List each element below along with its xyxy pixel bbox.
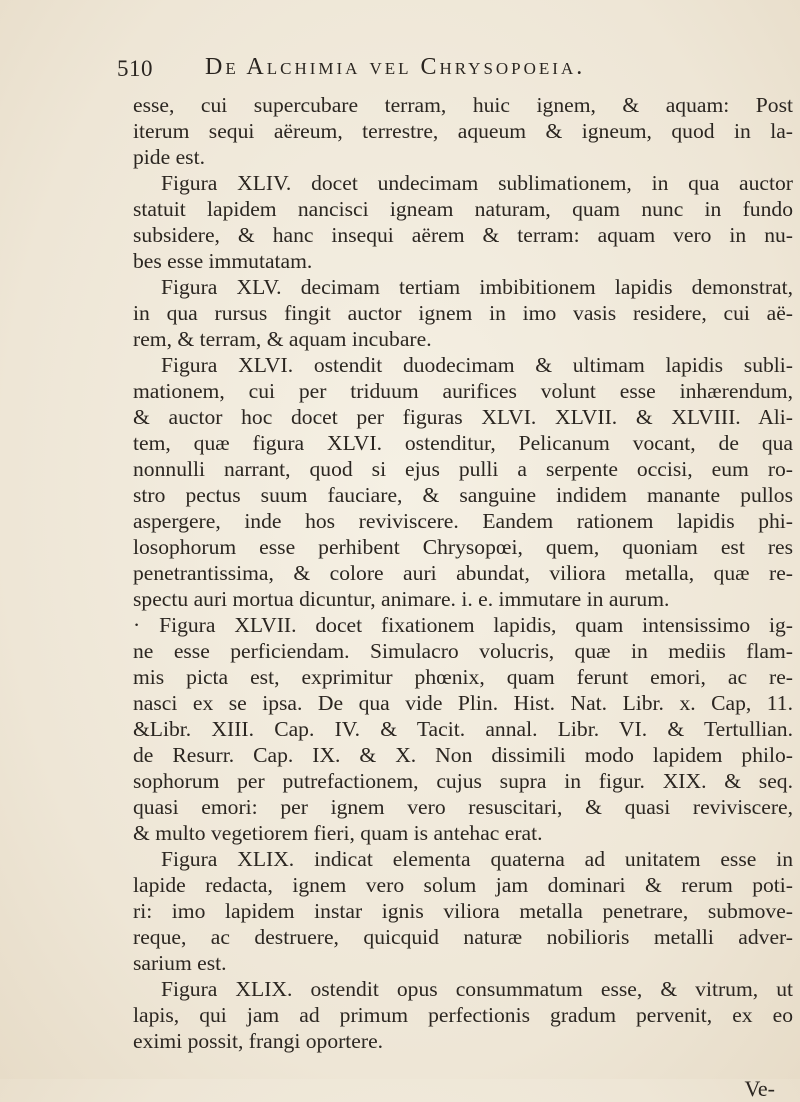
running-title: De Alchimia vel Chrysopoeia.	[205, 54, 586, 80]
text-line: aspergere, inde hos reviviscere. Eandem rationem lapidis phi-	[133, 509, 793, 533]
text-line: sarium est.	[133, 951, 227, 975]
text-line: penetrantissima, & colore auri abundat, viliora metalla, quæ re-	[133, 561, 793, 585]
text-line: Figura XLIV. docet undecimam sublimationem, in qua auctor	[161, 171, 793, 195]
text-line: & auctor hoc docet per figuras XLVI. XLVII. & XLVIII. Ali-	[133, 405, 793, 429]
text-line: mis picta est, exprimitur phœnix, quam ferunt emori, ac re-	[133, 665, 793, 689]
text-line: quasi emori: per ignem vero resuscitari, & quasi reviviscere,	[133, 795, 793, 819]
catchword: Ve-	[744, 1076, 775, 1101]
text-line: rem, & terram, & aquam incubare.	[133, 327, 432, 351]
text-line: Figura XLIX. ostendit opus consummatum esse, & vitrum, ut	[161, 977, 793, 1001]
text-line: lapide redacta, ignem vero solum jam dominari & rerum poti-	[133, 873, 793, 897]
text-line: nonnulli narrant, quod si ejus pulli a serpente occisi, eum ro-	[133, 457, 793, 481]
text-line: mationem, cui per triduum aurifices volunt esse inhærendum,	[133, 379, 793, 403]
text-line: eximi possit, frangi oportere.	[133, 1029, 384, 1053]
text-line: nasci ex se ipsa. De qua vide Plin. Hist. Nat. Libr. x. Cap, 11.	[133, 691, 793, 715]
body-text	[133, 92, 793, 1054]
text-line: · Figura XLVII. docet fixationem lapidis, quam intensissimo ig-	[133, 613, 793, 637]
text-line: spectu auri mortua dicuntur, animare. i. e. immutare in aurum.	[133, 587, 670, 611]
text-line: losophorum esse perhibent Chrysopœi, quem, quoniam est res	[133, 535, 793, 559]
text-line: iterum sequi aëreum, terrestre, aqueum & igneum, quod in la-	[133, 119, 793, 143]
page	[105, 52, 793, 1101]
text-line: de Resurr. Cap. IX. & X. Non dissimili modo lapidem philo-	[133, 743, 793, 767]
text-line: stro pectus suum fauciare, & sanguine indidem manante pullos	[133, 483, 793, 507]
text-line: pide est.	[133, 145, 205, 169]
text-line: Figura XLVI. ostendit duodecimam & ultimam lapidis subli-	[161, 353, 793, 377]
text-line: statuit lapidem nancisci igneam naturam, quam nunc in fundo	[133, 197, 793, 221]
text-line: Figura XLIX. indicat elementa quaterna ad unitatem esse in	[161, 847, 793, 871]
text-line: ri: imo lapidem instar ignis viliora metalla penetrare, submove-	[133, 899, 793, 923]
page-header	[105, 52, 775, 90]
text-line: lapis, qui jam ad primum perfectionis gradum pervenit, ex eo	[133, 1003, 793, 1027]
text-line: & multo vegetiorem fieri, quam is antehac erat.	[133, 821, 543, 845]
text-line: sophorum per putrefactionem, cujus supra in figur. XIX. & seq.	[133, 769, 793, 793]
text-line: esse, cui supercubare terram, huic ignem, & aquam: Post	[133, 93, 793, 117]
text-line: &Libr. XIII. Cap. IV. & Tacit. annal. Libr. VI. & Tertullian.	[133, 717, 793, 741]
text-line: bes esse immutatam.	[133, 249, 313, 273]
text-line: Figura XLV. decimam tertiam imbibitionem lapidis demonstrat,	[161, 275, 793, 299]
text-line: subsidere, & hanc insequi aërem & terram: aquam vero in nu-	[133, 223, 793, 247]
page-number: 510	[117, 56, 153, 81]
text-line: in qua rursus fingit auctor ignem in imo vasis residere, cui aë-	[133, 301, 793, 325]
text-line: reque, ac destruere, quicquid naturæ nobilioris metalli adver-	[133, 925, 793, 949]
text-line: ne esse perficiendam. Simulacro volucris, quæ in mediis flam-	[133, 639, 793, 663]
text-line: tem, quæ figura XLVI. ostenditur, Pelicanum vocant, de qua	[133, 431, 793, 455]
